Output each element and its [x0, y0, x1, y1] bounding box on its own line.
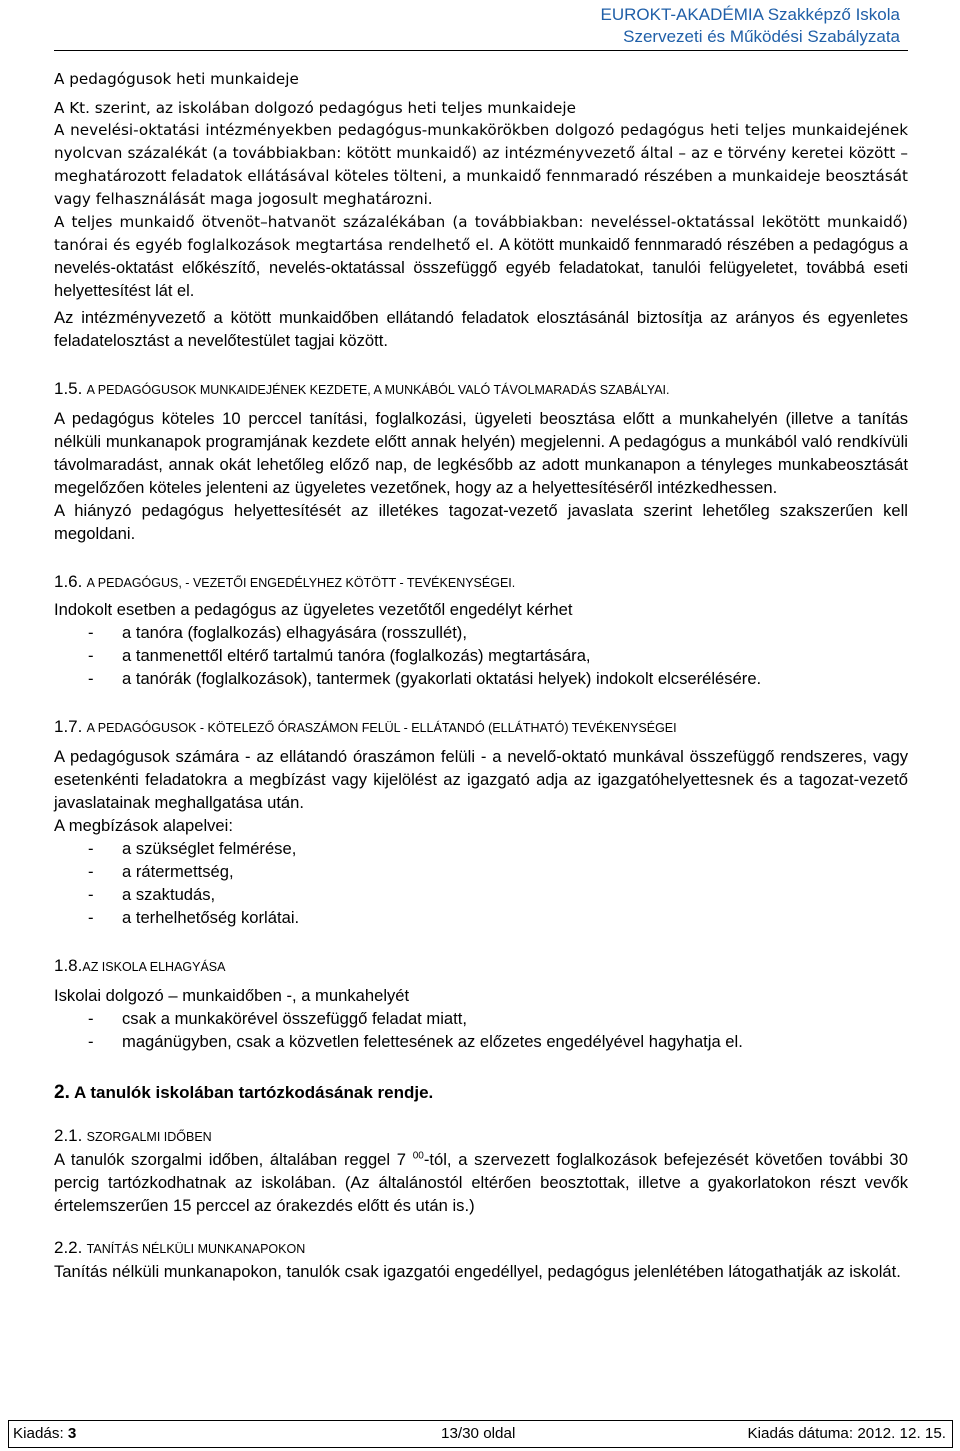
dash-bullet: -: [88, 1009, 94, 1028]
section-1-6-list: [54, 621, 908, 690]
section-2-1-title: SZORGALMI IDŐBEN: [86, 1130, 212, 1144]
list-item-text: magánügyben, csak a közvetlen felettesének az előzetes engedélyével hagyhatja el.: [122, 1032, 743, 1051]
footer-issue-label: Kiadás:: [13, 1425, 64, 1442]
list-item: [54, 667, 908, 690]
section-1-6-title: A PEDAGÓGUS, - VEZETŐI ENGEDÉLYHEZ KÖTÖTT - TEVÉKENYSÉGEI.: [86, 576, 516, 590]
section-1-5-heading: [54, 378, 908, 401]
section-1-7-heading: [54, 716, 908, 739]
list-item: [54, 906, 908, 929]
section-1-8-lead: Iskolai dolgozó – munkaidőben -, a munkahelyét: [54, 986, 410, 1005]
section-1-7-title: A PEDAGÓGUSOK - KÖTELEZŐ ÓRASZÁMON FELÜL - ELLÁTANDÓ (ELLÁTHATÓ) TEVÉKENYSÉGEI: [86, 721, 677, 735]
list-item-text: a tanórák (foglalkozások), tantermek (gyakorlati oktatási helyek) indokolt elcserélésére.: [122, 669, 762, 688]
footer-date-value: 2012. 12. 15.: [857, 1425, 946, 1442]
document-body: [54, 66, 908, 1283]
header-document-title: Szervezeti és Működési Szabályzata: [623, 27, 900, 46]
list-item-text: a tanóra (foglalkozás) elhagyására (rosszullét),: [122, 623, 467, 642]
intro-p4: Az intézményvezető a kötött munkaidőben ellátandó feladatok elosztásánál biztosítja az arányos és egyenletes feladatelosztást a nevelőtestület tagjai között.: [54, 308, 908, 350]
list-item: [54, 1030, 908, 1053]
list-item: [54, 837, 908, 860]
list-item-text: csak a munkakörével összefüggő feladat miatt,: [122, 1009, 467, 1028]
section-2-1-text-start: A tanulók szorgalmi időben, általában reggel 7: [54, 1150, 407, 1169]
section-1-5-p2: A hiányzó pedagógus helyettesítését az illetékes tagozat-vezető javaslata szerint lehetőleg szakszerűen kell megoldani.: [54, 501, 908, 543]
section-1-6-heading: [54, 571, 908, 594]
dash-bullet: -: [88, 623, 94, 642]
section-1-7-lead: A megbízások alapelvei:: [54, 816, 233, 835]
dash-bullet: -: [88, 646, 94, 665]
footer-issue: [13, 1425, 76, 1442]
section-2-2-heading: [54, 1237, 908, 1260]
section-2-2-title: TANÍTÁS NÉLKÜLI MUNKANAPOKON: [86, 1242, 306, 1256]
intro-p2: A nevelési-oktatási intézményekben pedagógus-munkakörökben dolgozó pedagógus heti teljes munkaidejének nyolcvan százalékát (a továbbiakban: kötött munkaidő) az intézményvezető által – az e törvény keretei között – meghatározott feladatok ellátásával köteles tölteni, a munkaidő fennmaradó részében a munkaideje beosztását vagy felhasználását maga jogosult meghatározni.: [54, 121, 908, 208]
section-1-5-number: 1.5.: [54, 379, 83, 398]
section-1-8-heading: [54, 955, 908, 978]
section-2-2-p1: Tanítás nélküli munkanapokon, tanulók csak igazgatói engedéllyel, pedagógus jelenlétében látogathatják az iskolát.: [54, 1262, 901, 1281]
section-1-6-number: 1.6.: [54, 572, 83, 591]
list-item-text: a tanmenettől eltérő tartalmú tanóra (foglalkozás) megtartására,: [122, 646, 591, 665]
dash-bullet: -: [88, 669, 94, 688]
section-1-5-p1: A pedagógus köteles 10 perccel tanítási, foglalkozási, ügyeleti beosztása előtt a munkahelyén (illetve a tanítás nélküli munkanapok programjának kezdete előtt annak helyén) megjelenni. A pedagógus a munkából való rendkívüli távolmaradást, annak okát lehetőleg előző nap, de legkésőbb az adott munkanapon a tényleges munkabeosztását megelőzően köteles jelenteni az ügyeletes vezetőnek, hogy az a helyettesítéséről intézkedhessen.: [54, 409, 908, 497]
section-2-heading: [54, 1081, 908, 1105]
section-1-8-title: AZ ISKOLA ELHAGYÁSA: [82, 960, 226, 974]
intro-title: A pedagógusok heti munkaideje: [54, 70, 299, 88]
dash-bullet: -: [88, 885, 94, 904]
section-2-1-p1: [54, 1148, 908, 1217]
section-1-6-lead: Indokolt esetben a pedagógus az ügyeletes vezetőtől engedélyt kérhet: [54, 600, 573, 619]
intro-p1: A Kt. szerint, az iskolában dolgozó pedagógus heti teljes munkaideje: [54, 99, 576, 117]
list-item: [54, 860, 908, 883]
intro-p3: [54, 211, 908, 303]
dash-bullet: -: [88, 1032, 94, 1051]
section-1-5-title: A PEDAGÓGUSOK MUNKAIDEJÉNEK KEZDETE, A MUNKÁBÓL VALÓ TÁVOLMARADÁS SZABÁLYAI.: [86, 383, 670, 397]
intro-p3a: A teljes munkaidő ötvenöt–hatvanöt százalékában (a továbbiakban: neveléssel-oktatással lekötött munkaidő) tanórai és egyéb foglalkozások megtartása rendelhető el.: [54, 213, 908, 254]
intro-p3b: A kötött munkaidő fennmaradó részében a pedagógus a nevelés-oktatást előkészítő, nevelés-oktatással összefüggő egyéb feladatokat, tanulói felügyeletet, továbbá eseti helyettesítést lát el.: [54, 236, 909, 300]
list-item: [54, 883, 908, 906]
section-1-7-number: 1.7.: [54, 717, 83, 736]
section-1-8-number: 1.8.: [54, 956, 83, 975]
list-item-text: a szaktudás,: [122, 885, 216, 904]
dash-bullet: -: [88, 862, 94, 881]
list-item: [54, 1007, 908, 1030]
page-footer: [8, 1420, 953, 1448]
dash-bullet: -: [88, 908, 94, 927]
section-2-1-heading: [54, 1125, 908, 1148]
section-2-number: 2.: [54, 1082, 70, 1103]
section-2-title: A tanulók iskolában tartózkodásának rendje.: [73, 1083, 434, 1102]
section-2-1-number: 2.1.: [54, 1126, 83, 1145]
list-item-text: a szükséglet felmérése,: [122, 839, 297, 858]
list-item-text: a terhelhetőség korlátai.: [122, 908, 300, 927]
section-1-7-list: [54, 837, 908, 929]
list-item: [54, 644, 908, 667]
list-item: [54, 621, 908, 644]
footer-page-number: 13/30 oldal: [441, 1425, 516, 1442]
dash-bullet: -: [88, 839, 94, 858]
footer-date-label: Kiadás dátuma:: [747, 1425, 854, 1442]
section-2-1-text-end: -tól, a szervezett foglalkozások befejezését követően további 30 percig tartózkodhatnak az iskolában. (Az általánostól eltérően beosztottak, illetve a gyakorlatokon részt vevők értelemszerűen 15 perccel az órakezdés előtt és után is.): [54, 1150, 908, 1215]
list-item-text: a rátermettség,: [122, 862, 234, 881]
section-1-7-p1: A pedagógusok számára - az ellátandó óraszámon felüli - a nevelő-oktató munkával összefüggő rendszeres, vagy esetenkénti feladatokra a megbízást vagy kijelölést az igazgató adja az igazgatóhelyettesnek és a tagozat-vezető javaslatainak meghallgatása után.: [54, 747, 908, 812]
footer-issue-date: [748, 1425, 946, 1442]
section-2-1-time-superscript: 00: [412, 1150, 424, 1162]
section-1-8-list: [54, 1007, 908, 1053]
footer-issue-value: 3: [67, 1425, 77, 1442]
page-header: [601, 4, 901, 48]
header-divider: [54, 50, 908, 51]
section-2-2-number: 2.2.: [54, 1238, 83, 1257]
header-school-name: EUROKT-AKADÉMIA Szakképző Iskola: [600, 5, 900, 24]
